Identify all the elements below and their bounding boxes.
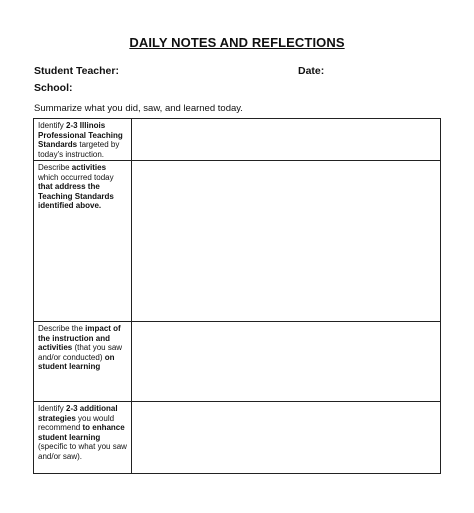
prompt-emphasis-text: that address the Teaching Standards identified above. — [38, 182, 114, 211]
prompt-emphasis-text: on student learning — [38, 352, 115, 372]
table-row — [34, 402, 441, 474]
table-row — [34, 161, 441, 322]
prompt-text: Identify — [38, 404, 67, 413]
prompt-text: which occurred today — [38, 172, 114, 182]
page-title: DAILY NOTES AND REFLECTIONS — [129, 35, 345, 50]
prompt-text: Describe — [38, 163, 72, 172]
prompt-strategies — [34, 402, 131, 462]
response-cell-standards[interactable] — [132, 119, 441, 161]
prompt-activities — [34, 161, 131, 211]
reflection-table — [33, 118, 441, 474]
prompt-emphasis-text: activities — [71, 163, 107, 172]
date-label: Date: — [298, 65, 325, 77]
prompt-emphasis-text: to enhance student learning — [38, 423, 125, 442]
prompt-standards — [34, 119, 131, 159]
prompt-text: Describe the — [38, 324, 86, 333]
response-cell-strategies[interactable] — [132, 402, 441, 474]
prompt-text: you would recommend — [38, 413, 115, 433]
response-cell-activities[interactable] — [132, 161, 441, 322]
prompt-text: (that you saw and/or conducted) — [38, 343, 123, 362]
prompt-text: Identify — [38, 121, 67, 130]
prompt-cell — [34, 402, 132, 474]
prompt-emphasis-text: impact of the instruction and activities — [38, 324, 121, 353]
table-row — [34, 119, 441, 161]
student-teacher-label: Student Teacher: — [34, 65, 119, 77]
prompt-emphasis-text: 2-3 additional strategies — [38, 404, 118, 423]
prompt-impact — [34, 322, 131, 372]
school-label: School: — [34, 82, 73, 94]
prompt-text: (specific to what you saw and/or saw). — [38, 442, 127, 461]
response-cell-impact[interactable] — [132, 322, 441, 402]
table-row — [34, 322, 441, 402]
prompt-cell — [34, 119, 132, 161]
instructions-text: Summarize what you did, saw, and learned today. — [34, 103, 243, 114]
prompt-text: targeted by today's instruction. — [38, 140, 120, 159]
prompt-cell — [34, 322, 132, 402]
prompt-emphasis-text: 2-3 Illinois Professional Teaching Standards — [38, 121, 123, 150]
prompt-cell — [34, 161, 132, 322]
